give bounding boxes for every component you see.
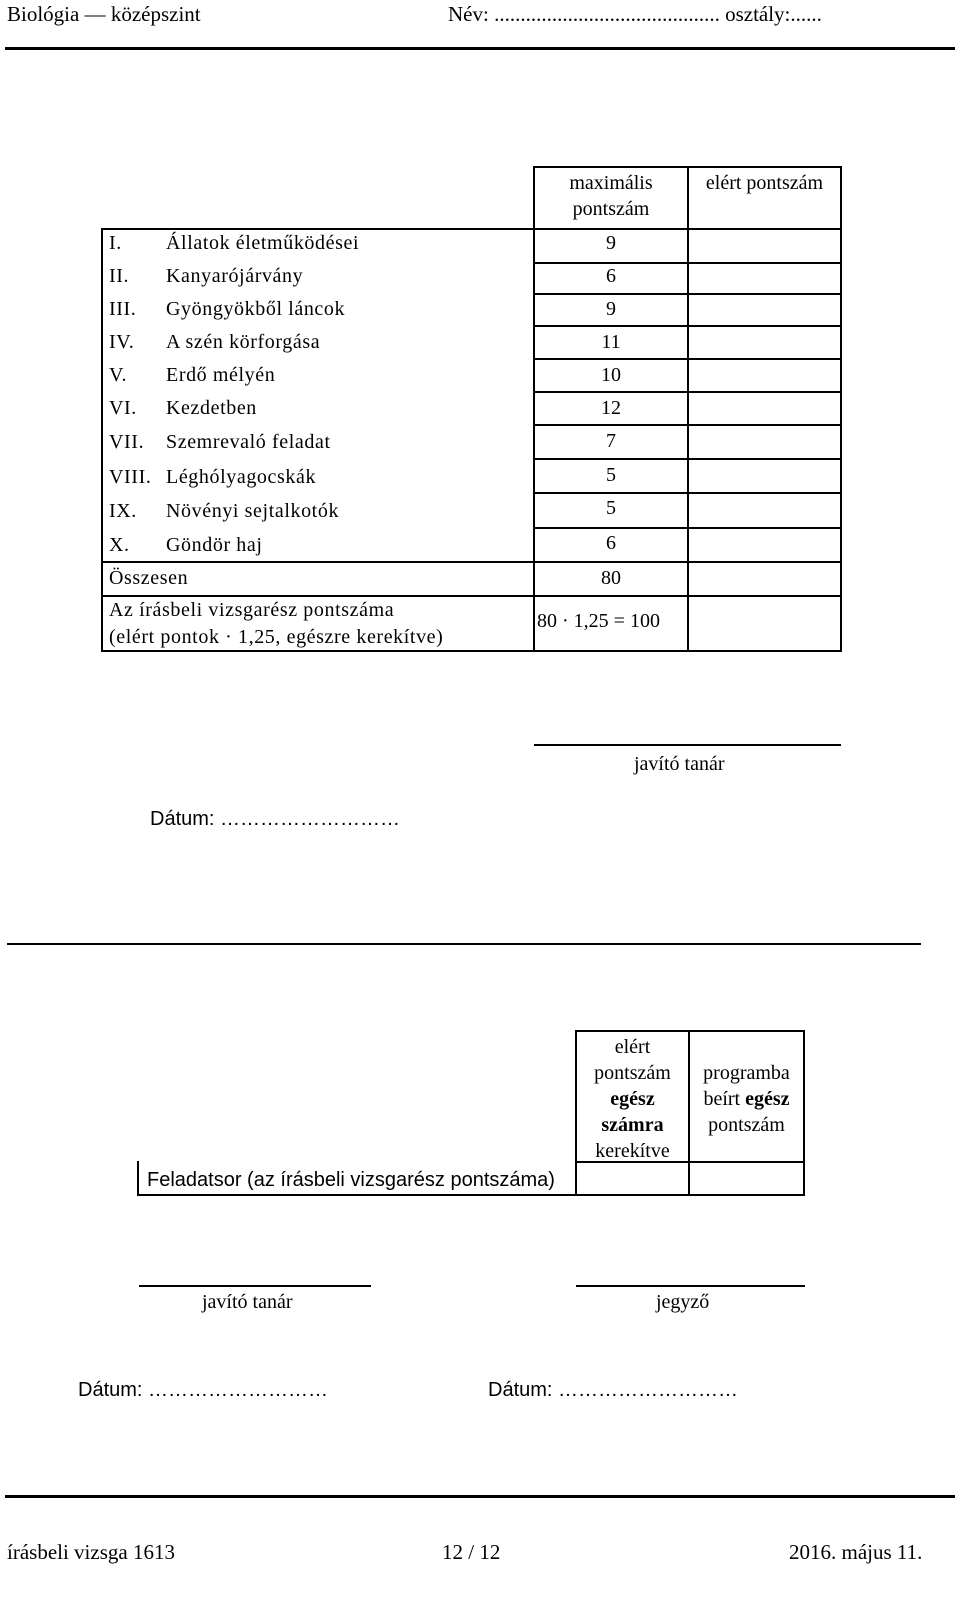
col-achieved-rounded (577, 1034, 688, 1164)
date-field: Dátum: ……………………… (150, 808, 401, 830)
row-title: Léghólyagocskák (166, 466, 317, 488)
signature-line-notary (576, 1285, 805, 1287)
col-max-header: maximális pontszám (569, 172, 653, 220)
row-number: VII. (109, 431, 145, 453)
total-max: 80 (601, 567, 621, 589)
row-number: VIII. (109, 466, 152, 488)
col2-line: pontszám (708, 1114, 785, 1136)
row-title: Kanyarójárvány (166, 265, 304, 287)
task-row-label: Feladatsor (az írásbeli vizsgarész pontszáma) (147, 1169, 555, 1191)
col2-line: programba (703, 1062, 790, 1084)
row-title: Állatok életműködései (166, 232, 360, 254)
signature-label-teacher: javító tanár (634, 753, 725, 775)
col1-line: kerekítve (595, 1140, 670, 1162)
signature-label-teacher-2: javító tanár (202, 1291, 293, 1313)
row-number: I. (109, 232, 122, 254)
row-number: VI. (109, 397, 137, 419)
row-number: V. (109, 364, 128, 386)
signature-label-notary: jegyző (656, 1291, 710, 1313)
col-entered (690, 1060, 803, 1138)
row-title: Göndör haj (166, 534, 263, 556)
col2-word: beírt (703, 1088, 741, 1110)
footer-date: 2016. május 11. (789, 1540, 923, 1564)
date-field-2: Dátum: ……………………… (78, 1379, 329, 1401)
signature-line-teacher (534, 744, 841, 746)
header-divider (5, 47, 955, 50)
row-title: Gyöngyökből láncok (166, 298, 346, 320)
exam-score-label (109, 597, 529, 651)
row-max: 9 (606, 232, 616, 254)
header-name-field: Név: ........................................... osztály:...... (448, 2, 822, 26)
row-number: III. (109, 298, 137, 320)
footer-exam-id: írásbeli vizsga 1613 (7, 1540, 175, 1564)
score-table (101, 166, 842, 652)
col2-word: egész (745, 1088, 790, 1110)
col-achieved-header: elért pontszám (705, 172, 824, 194)
table-row (101, 232, 533, 264)
row-number: IV. (109, 331, 135, 353)
row-title: A szén körforgása (166, 331, 321, 353)
signature-line-teacher-2 (139, 1285, 371, 1287)
col1-line: pontszám (594, 1062, 671, 1084)
row-max: 7 (606, 430, 616, 452)
row-max: 6 (606, 265, 616, 287)
col1-line: számra (601, 1114, 664, 1136)
row-max: 5 (606, 497, 616, 519)
row-number: X. (109, 534, 130, 556)
col1-line: elért (614, 1036, 651, 1058)
footer-page-number: 12 / 12 (442, 1540, 501, 1564)
exam-score-line2: (elért pontok · 1,25, egészre kerekítve) (109, 626, 444, 648)
task-table (137, 1030, 805, 1196)
footer-divider (5, 1495, 955, 1498)
row-number: II. (109, 265, 130, 287)
col1-line: egész (610, 1088, 655, 1110)
section-divider (7, 943, 921, 945)
row-max: 12 (601, 397, 621, 419)
total-label: Összesen (109, 567, 189, 589)
exam-score-line1: Az írásbeli vizsgarész pontszáma (109, 599, 395, 621)
row-number: IX. (109, 500, 137, 522)
exam-score-formula: 80 · 1,25 = 100 (537, 610, 660, 632)
row-title: Kezdetben (166, 397, 257, 419)
row-max: 9 (606, 298, 616, 320)
row-title: Erdő mélyén (166, 364, 276, 386)
row-title: Szemrevaló feladat (166, 431, 331, 453)
header-subject: Biológia — középszint (7, 2, 201, 26)
row-max: 5 (606, 464, 616, 486)
row-max: 11 (601, 331, 621, 353)
row-max: 6 (606, 532, 616, 554)
col2-line (690, 1086, 803, 1112)
row-title: Növényi sejtalkotók (166, 500, 340, 522)
date-field-3: Dátum: ……………………… (488, 1379, 739, 1401)
row-max: 10 (601, 364, 621, 386)
